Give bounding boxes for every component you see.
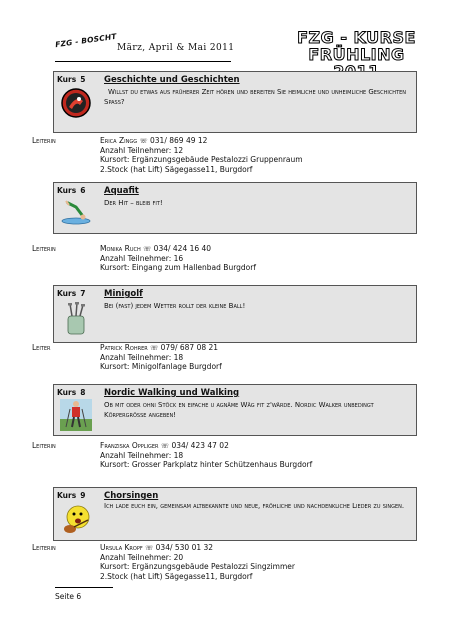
course-title: Minigolf [104,289,143,299]
course-location: Kursort: Eingang zum Hallenbad Burgdorf [100,263,256,272]
course-label: Kurs 8 [57,388,86,397]
leader-name: Monika Ruch ☏ 034/ 424 16 40 [100,244,212,253]
page-title-line2: FRÜHLING [308,45,405,64]
page-title-line1: FZG - KURSE [297,28,416,47]
course-description: Ob mit oder ohni Stöck en eifache u agnäme Wäg fit z'wärde. Nordic Walker unbedingt Körpergrösse angeben! [104,401,374,419]
course-location-detail: 2.Stock (hat Lift) Sägegasse11, Burgdorf [100,164,253,174]
course-details [100,553,295,582]
course-details [100,146,303,175]
course-location-detail: 2.Stock (hat Lift) Sägegasse11, Burgdorf [100,571,253,581]
leader-phone: 031/ 869 49 12 [150,136,208,145]
page-number: Seite 6 [55,592,82,601]
participant-count: Anzahl Teilnehmer: 16 [100,253,184,263]
course-label: Kurs 7 [57,289,86,298]
course-details [100,254,256,273]
course-location: Kursort: Minigolfanlage Burgdorf [100,362,222,371]
footer-divider [55,587,113,588]
header-divider [55,61,231,62]
course-description: Bei (fast) jedem Wetter rollt der kleine Ball! [104,302,246,310]
phone-icon: ☏ [139,137,148,145]
phone-icon: ☏ [160,442,170,450]
participant-count: Anzahl Teilnehmer: 18 [100,450,184,460]
course-description: Der Hit – bleib fit! [104,199,163,207]
leader-phone: 079/ 687 08 21 [160,343,219,352]
phone-icon: ☏ [143,245,152,253]
participant-count: Anzahl Teilnehmer: 12 [100,145,184,155]
course-title: Chorsingen [104,491,159,501]
leader-name: Franziska Oppliger ☏ 034/ 423 47 02 [100,441,229,450]
course-label: Kurs 6 [57,186,86,195]
leader-label: Leiterin [32,244,56,253]
leader-name: Erica Zingg ☏ 031/ 869 49 12 [100,136,208,145]
course-title: Nordic Walking und Walking [104,388,240,398]
phone-icon: ☏ [150,344,159,352]
course-location: Kursort: Ergänzungsgebäude Pestalozzi Singzimmer [100,562,295,571]
leader-label: Leiterin [32,136,56,145]
singing-smiley-icon [60,500,92,538]
course-location: Kursort: Ergänzungsgebäude Pestalozzi Gruppenraum [100,155,303,164]
leader-label: Leiterin [32,543,56,552]
phone-icon: ☏ [145,544,154,552]
course-box-7 [53,285,417,343]
participant-count: Anzahl Teilnehmer: 20 [100,552,184,562]
course-description: Willst du etwas aus früherer Zeit hören und bereiten Sie heimliche und unheimliche Geschichten Spass? [104,88,407,106]
course-title: Aquafit [104,186,139,196]
course-box-8 [53,384,417,436]
golf-clubs-icon [60,300,92,336]
course-details [100,451,312,470]
leader-name: Ursula Kropf ☏ 034/ 530 01 32 [100,543,214,552]
course-box-5 [53,71,417,133]
leader-phone: 034/ 423 47 02 [171,441,229,450]
date-range: März, April & Mai 2011 [117,43,235,53]
course-box-9 [53,487,417,541]
fzg-logo: FZG - BOSCHT [54,31,118,50]
course-details [100,353,222,372]
leader-name: Patrick Rohrer ☏ 079/ 687 08 21 [100,343,219,352]
course-description: Ich lade euch ein, gemeinsam altbekannte und neue, fröhliche und nachdenkliche Lieder zu singen. [104,502,405,510]
course-location: Kursort: Grosser Parkplatz hinter Schützenhaus Burgdorf [100,460,313,469]
participant-count: Anzahl Teilnehmer: 18 [100,352,184,362]
course-label: Kurs 5 [57,75,86,84]
course-title: Geschichte und Geschichten [104,75,240,85]
walker-icon [60,397,92,433]
course-label: Kurs 9 [57,491,86,500]
leader-phone: 034/ 530 01 32 [155,543,214,552]
storyteller-icon [60,87,92,119]
leader-label: Leiterin [32,441,56,450]
leader-phone: 034/ 424 16 40 [153,244,212,253]
leader-label: Leiter [32,343,51,352]
course-box-6 [53,182,417,234]
diver-icon [60,195,92,227]
